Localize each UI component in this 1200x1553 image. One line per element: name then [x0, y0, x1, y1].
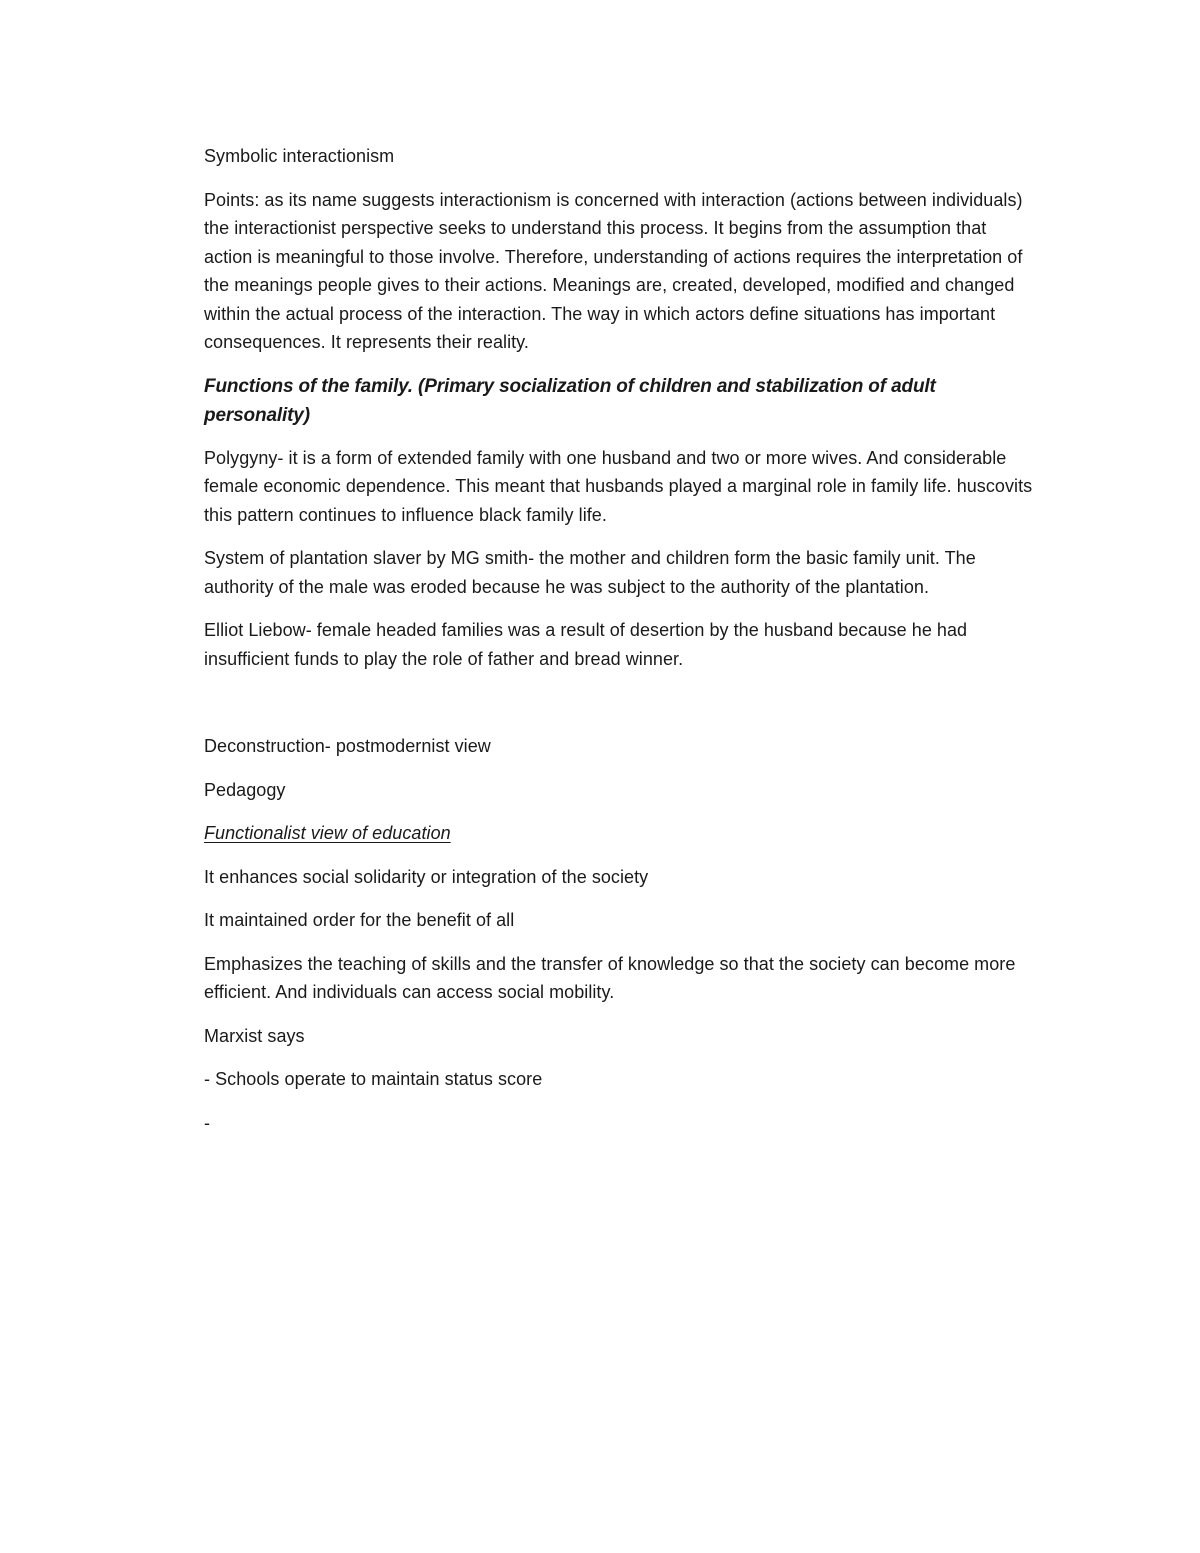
- pedagogy-line: Pedagogy: [204, 779, 286, 800]
- deconstruction-line: Deconstruction- postmodernist view: [204, 736, 491, 756]
- education-point: It maintained order for the benefit of all: [204, 910, 515, 930]
- marxist-point: -: [204, 1112, 211, 1133]
- marxist-point: - Schools operate to maintain status score: [204, 1069, 543, 1089]
- document-content: [204, 142, 1034, 1152]
- plantation-paragraph: System of plantation slaver by MG smith- the mother and children form the basic family unit. The authority of the male was eroded because he was subject to the authority of the plantation.: [204, 548, 976, 597]
- education-point: Emphasizes the teaching of skills and the transfer of knowledge so that the society can become more efficient. And individuals can access social mobility.: [204, 953, 1016, 1002]
- document-title: Symbolic interactionism: [204, 146, 395, 166]
- family-functions-heading: Functions of the family. (Primary socialization of children and stabilization of adult personality): [204, 375, 936, 426]
- intro-paragraph: Points: as its name suggests interactionism is concerned with interaction (actions between individuals) the interactionist perspective seeks to understand this process. It begins from the assumption that action is meaningful to those involve. Therefore, understanding of actions requires the interpretation of the meanings people gives to their actions. Meanings are, created, developed, modified and changed within the actual process of the interaction. The way in which actors define situations has important consequences. It represents their reality.: [204, 189, 1023, 352]
- education-heading: Functionalist view of education: [204, 823, 451, 843]
- marxist-line: Marxist says: [204, 1025, 305, 1046]
- blank-line: [204, 688, 1034, 732]
- liebow-paragraph: Elliot Liebow- female headed families was a result of desertion by the husband because he had insufficient funds to play the role of father and bread winner.: [204, 620, 968, 669]
- education-heading-line: [204, 819, 1034, 848]
- education-point: It enhances social solidarity or integration of the society: [204, 866, 649, 887]
- polygyny-paragraph: Polygyny- it is a form of extended family with one husband and two or more wives. And considerable female economic dependence. This meant that husbands played a marginal role in family life. huscovits this pattern continues to influence black family life.: [204, 447, 1033, 525]
